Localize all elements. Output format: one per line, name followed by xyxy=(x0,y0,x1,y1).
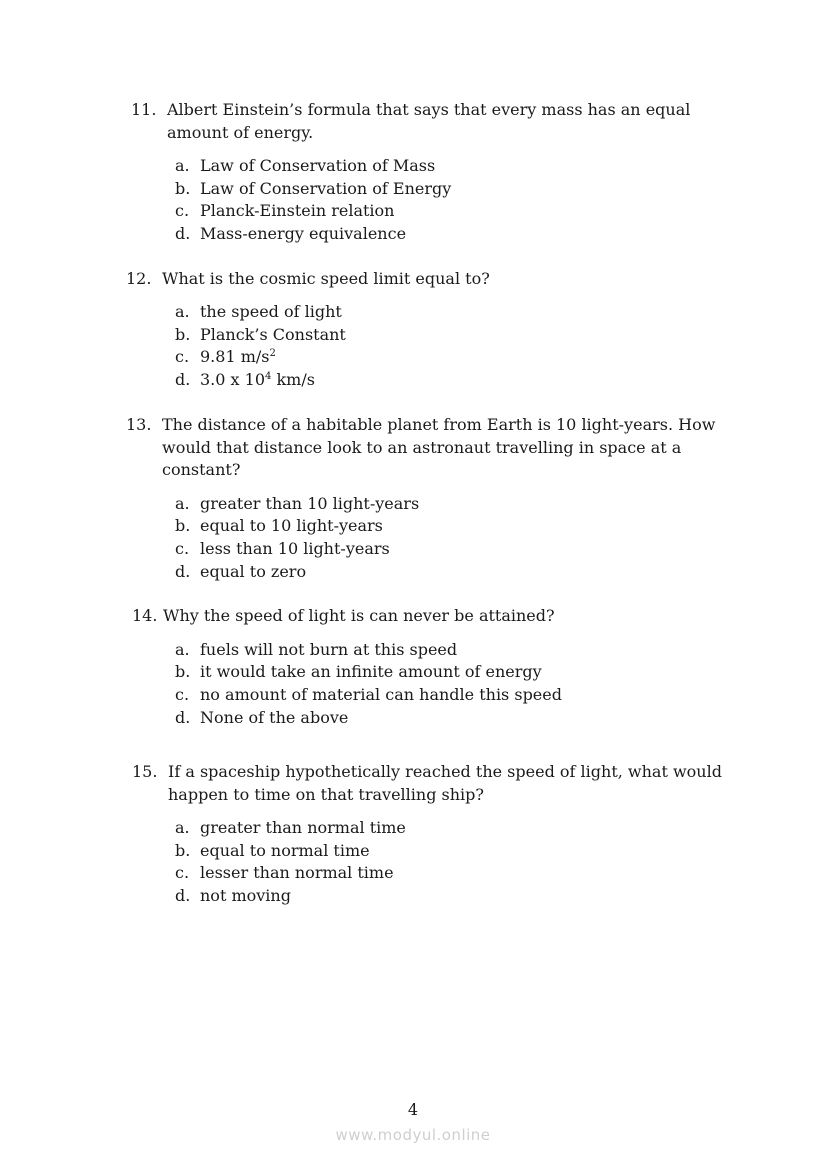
option-letter: a. xyxy=(175,302,190,321)
option-text: None of the above xyxy=(200,708,349,727)
option-letter: a. xyxy=(175,494,190,513)
answer-option xyxy=(175,155,435,177)
option-letter: d. xyxy=(175,886,191,905)
answer-option xyxy=(175,862,394,884)
option-letter: c. xyxy=(175,347,190,366)
option-letter: a. xyxy=(175,818,190,837)
question-text-line: happen to time on that travelling ship? xyxy=(168,785,484,804)
question-number: 13. xyxy=(126,415,152,434)
superscript: 2 xyxy=(269,348,276,359)
option-text: equal to 10 light-years xyxy=(200,516,383,535)
option-letter: d. xyxy=(175,224,191,243)
answer-option xyxy=(175,493,419,515)
option-letter: b. xyxy=(175,516,191,535)
option-text: equal to zero xyxy=(200,562,307,581)
option-text: Planck-Einstein relation xyxy=(200,201,395,220)
question-text-line: If a spaceship hypothetically reached the speed of light, what would xyxy=(168,762,722,781)
option-text: fuels will not burn at this speed xyxy=(200,640,458,659)
option-letter: b. xyxy=(175,179,191,198)
option-text: Law of Conservation of Mass xyxy=(200,156,436,175)
option-text: equal to normal time xyxy=(200,841,370,860)
question-number: 12. xyxy=(126,269,152,288)
answer-option xyxy=(175,707,348,729)
option-text: the speed of light xyxy=(200,302,342,321)
option-letter: b. xyxy=(175,325,191,344)
question-text-line: Albert Einstein’s formula that says that every mass has an equal xyxy=(167,100,691,119)
option-letter: a. xyxy=(175,156,190,175)
answer-option xyxy=(175,885,291,907)
question-number: 15. xyxy=(132,762,158,781)
answer-option xyxy=(175,346,276,368)
superscript: 4 xyxy=(265,371,272,382)
question-text-line: The distance of a habitable planet from Earth is 10 light-years. How xyxy=(162,415,716,434)
answer-option xyxy=(175,639,457,661)
option-letter: d. xyxy=(175,708,191,727)
answer-option xyxy=(175,840,370,862)
answer-option xyxy=(175,324,346,346)
option-text: 9.81 m/s xyxy=(200,347,270,366)
question-number: 14. xyxy=(132,606,158,625)
answer-option xyxy=(175,200,394,222)
answer-option xyxy=(175,515,383,537)
watermark: www.modyul.online xyxy=(335,1126,491,1144)
option-text: Mass-energy equivalence xyxy=(200,224,407,243)
page-number: 4 xyxy=(407,1100,419,1119)
option-text: lesser than normal time xyxy=(200,863,394,882)
answer-option xyxy=(175,561,306,583)
answer-option xyxy=(175,369,315,391)
option-text: greater than normal time xyxy=(200,818,406,837)
option-letter: b. xyxy=(175,841,191,860)
option-text: it would take an infinite amount of energy xyxy=(200,662,542,681)
option-letter: b. xyxy=(175,662,191,681)
question-text-line: would that distance look to an astronaut travelling in space at a xyxy=(162,438,682,457)
option-letter: d. xyxy=(175,370,191,389)
question-text-line: constant? xyxy=(162,460,241,479)
question-text-line: amount of energy. xyxy=(167,123,314,142)
option-letter: a. xyxy=(175,640,190,659)
question-number: 11. xyxy=(131,100,157,119)
option-letter: d. xyxy=(175,562,191,581)
answer-option xyxy=(175,661,542,683)
question-text-line: What is the cosmic speed limit equal to? xyxy=(162,269,490,288)
option-text: 3.0 x 10 xyxy=(200,370,265,389)
answer-option xyxy=(175,684,562,706)
answer-option xyxy=(175,178,451,200)
option-text: less than 10 light-years xyxy=(200,539,390,558)
answer-option xyxy=(175,538,390,560)
answer-option xyxy=(175,223,406,245)
answer-option xyxy=(175,301,342,323)
option-letter: c. xyxy=(175,539,190,558)
option-letter: c. xyxy=(175,201,190,220)
option-letter: c. xyxy=(175,863,190,882)
question-text-line: Why the speed of light is can never be attained? xyxy=(163,606,555,625)
option-text: Planck’s Constant xyxy=(200,325,346,344)
option-text: not moving xyxy=(200,886,291,905)
option-text: greater than 10 light-years xyxy=(200,494,420,513)
option-letter: c. xyxy=(175,685,190,704)
answer-option xyxy=(175,817,406,839)
option-text-suffix: km/s xyxy=(271,370,315,389)
option-text: no amount of material can handle this speed xyxy=(200,685,562,704)
option-text: Law of Conservation of Energy xyxy=(200,179,452,198)
